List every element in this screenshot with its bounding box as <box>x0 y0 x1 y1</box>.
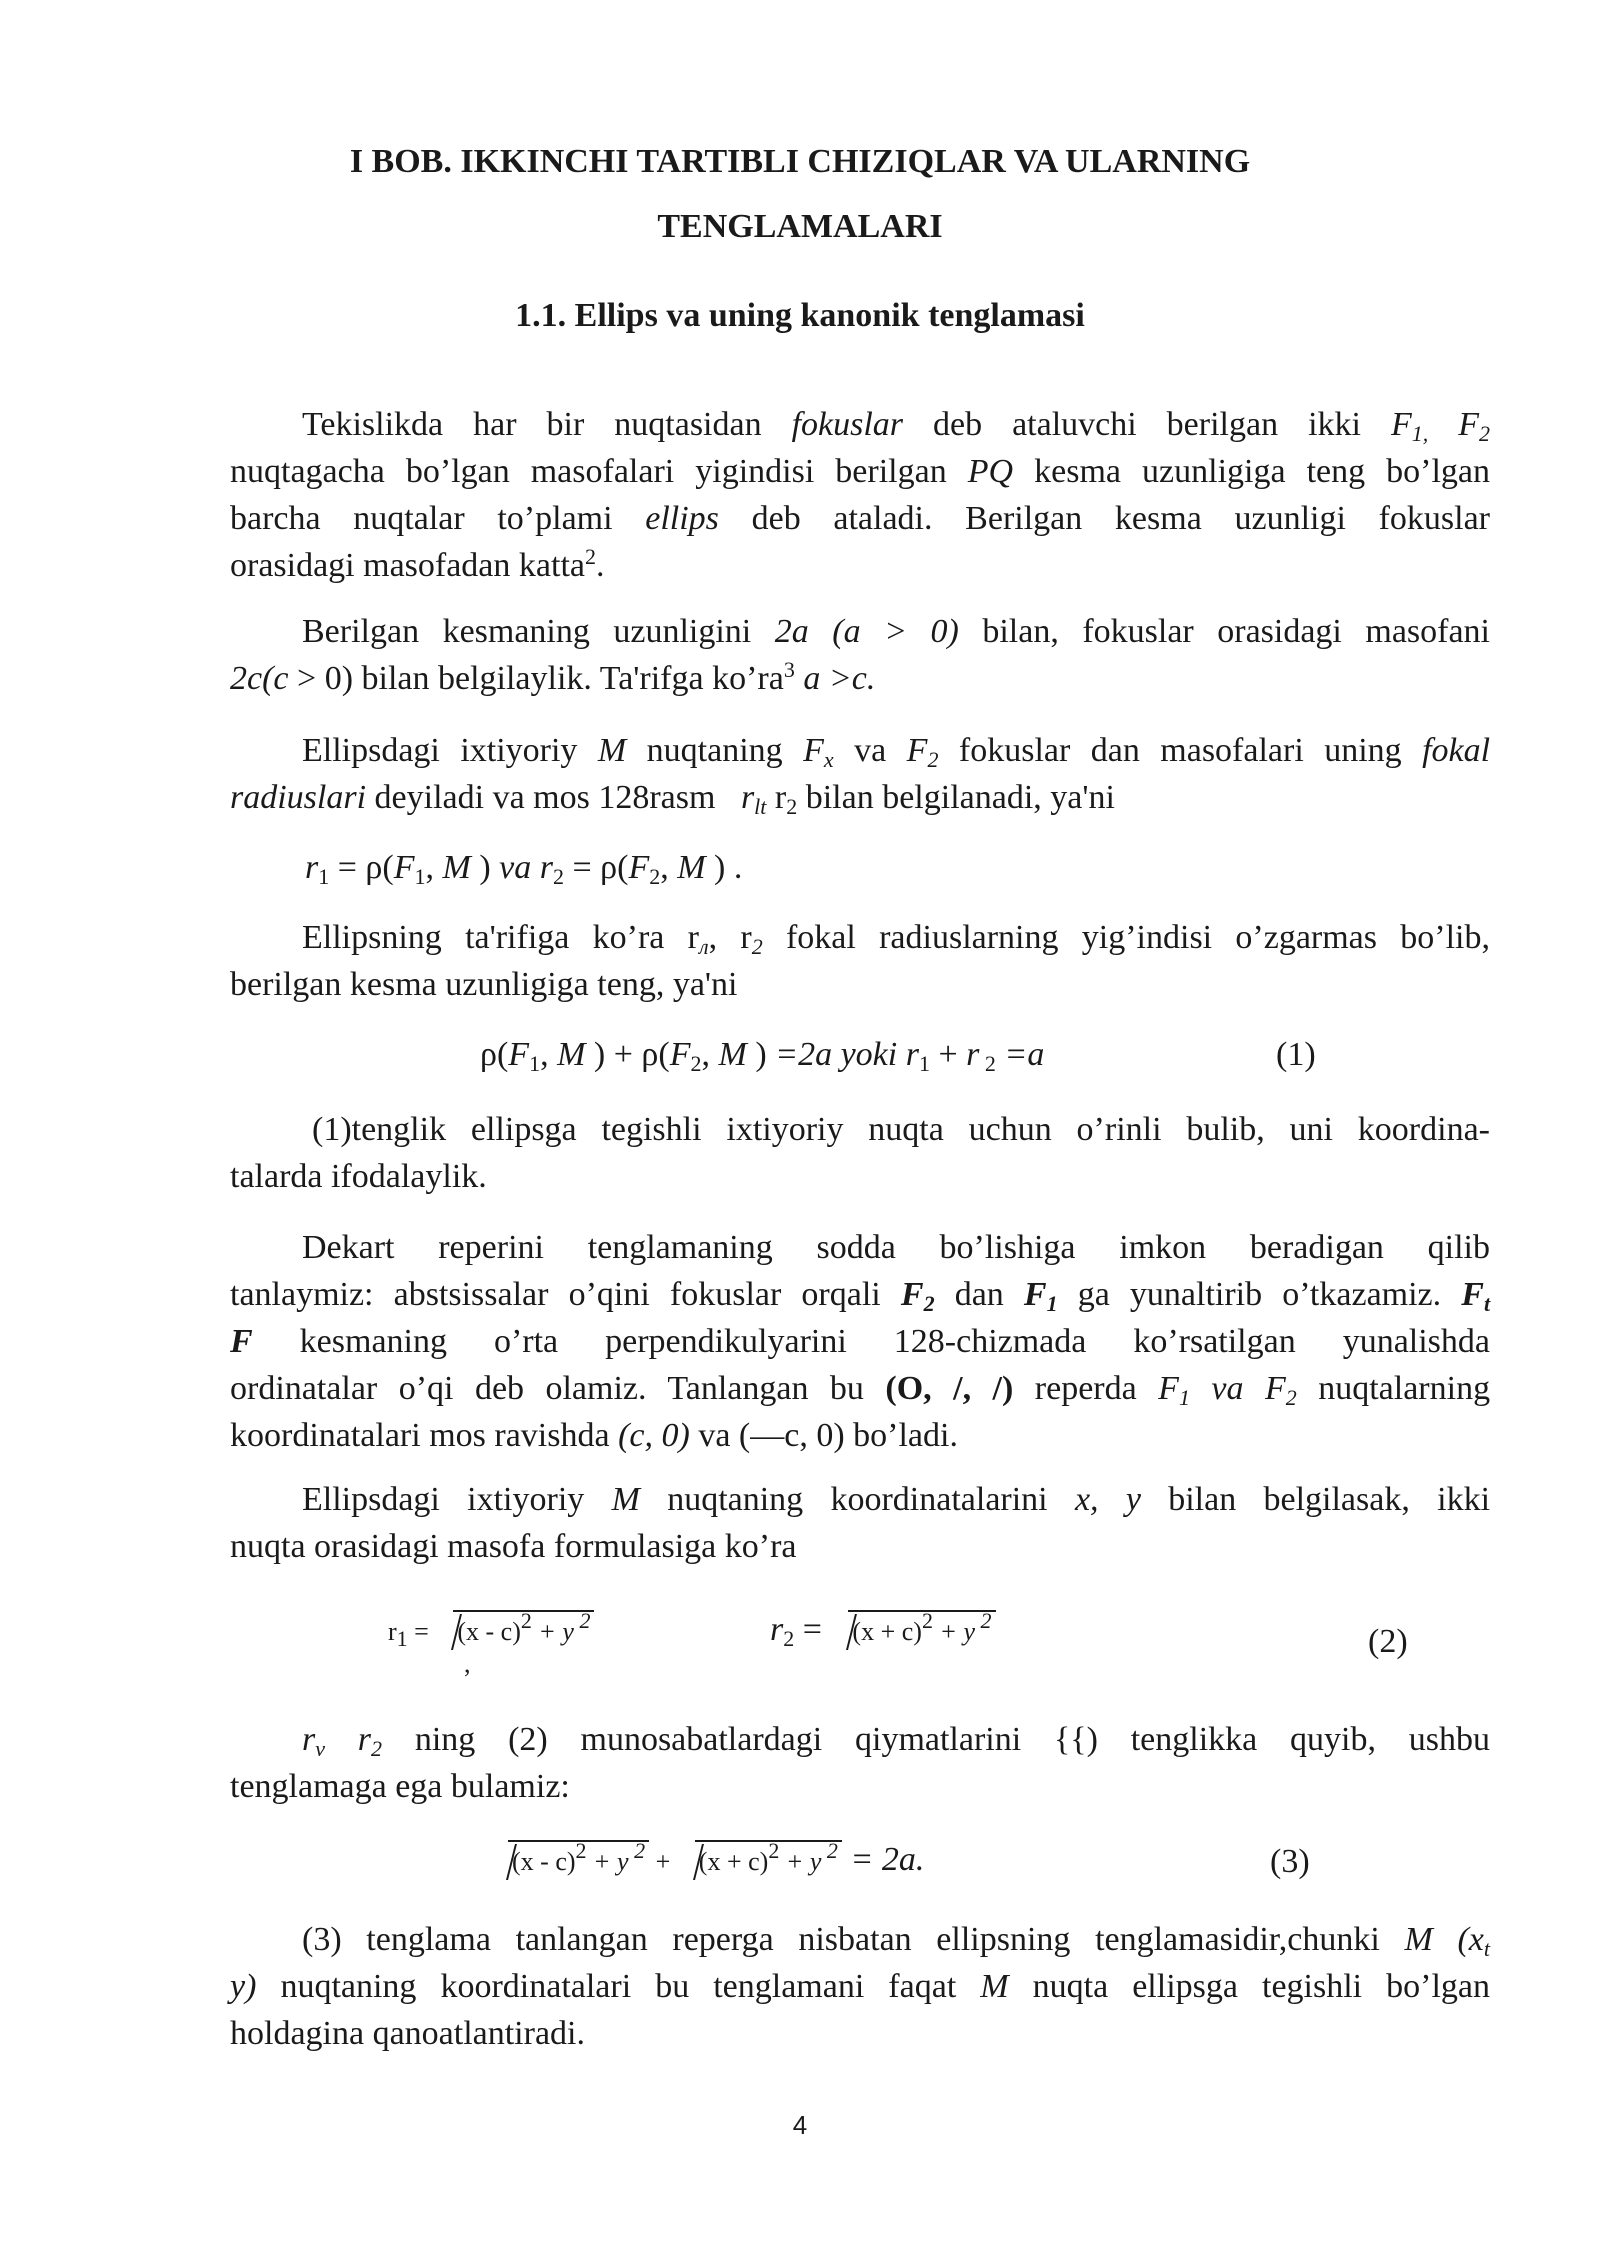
text-line: talarda ifodalaylik. <box>230 1158 487 1195</box>
paragraph-distance <box>230 1476 1490 1570</box>
text-line: Ellipsdagi ixtiyoriy M nuqtaning koordinatalarini x, y bilan belgilasak, ikki <box>302 1481 1491 1518</box>
sqrt-symbol: (x - c)$^2$ + y $^2$ <box>435 1610 594 1652</box>
text-line: tanlaymiz: abstsissalar o’qini fokuslar orqali $F_2$ dan $F_1$ ga yunaltirib o’tkazamiz. $F_t$ <box>230 1276 1491 1316</box>
text-line: 2c(c > 0) bilan belgilaylik. Ta'rifga $ko’ra^3$ a >c. <box>230 657 876 697</box>
paragraph-conclusion <box>230 1916 1490 2057</box>
formula-sum: $\rho(F_1$, M ) + $\rho(F_2$, M ) =2a yoki $r_1 + r$ $_2$ =a <box>480 1036 1045 1076</box>
text-line: orasidagi masofadan katta$^2$. <box>230 544 605 584</box>
paragraph-frame <box>230 1224 1490 1459</box>
text-line: nuqta orasidagi masofa formulasiga ko’ra <box>230 1528 797 1565</box>
sqrt-symbol: (x - c)$^2$ + y $^2$ <box>490 1840 649 1882</box>
chapter-title-line-1: I BOB. IKKINCHI TARTIBLI CHIZIQLAR VA ULARNING <box>349 143 1251 180</box>
text-line: barcha nuqtalar to’plami ellips deb ataladi. Berilgan kesma uzunligi fokuslar <box>230 500 1490 537</box>
text-line: (3) tenglama tanlangan reperga nisbatan ellipsning tenglamasidir,chunki M ($x_t$ <box>302 1921 1490 1961</box>
paragraph-length <box>230 608 1490 702</box>
text-line: Dekart reperini tenglamaning sodda bo’lishiga imkon beradigan qilib <box>302 1229 1490 1266</box>
text-line: Berilgan kesmaning uzunligini 2a (a > 0) bilan, fokuslar orasidagi masofani <box>302 613 1491 650</box>
text-line: tenglamaga ega bulamiz: <box>230 1768 570 1805</box>
text-line: Ellipsning ta'rifiga ko’ra $r_л$, $r_2$ fokal radiuslarning yig’indisi o’zgarmas bo’lib, <box>302 919 1490 959</box>
chapter-title-line-2: TENGLAMALARI <box>657 208 943 245</box>
text-line: holdagina qanoatlantiradi. <box>230 2015 585 2052</box>
text-line: $r_v$ $r_2$ ning (2) munosabatlardagi qiymatlarini {{) tenglikka quyib, ushbu <box>302 1721 1491 1761</box>
formula-ellipse-equation: (x - c)$^2$ + y $^2 + (x + c)^2 + y$ $^2$ = 2a. <box>490 1840 924 1882</box>
paragraph-coordinates <box>230 1106 1490 1200</box>
text-line: y) nuqtaning koordinatalari bu tenglamani faqat M nuqta ellipsga tegishli bo’lgan <box>230 1968 1490 2005</box>
text-line: Ellipsdagi ixtiyoriy M nuqtaning $F_x$ va $F_2$ fokuslar dan masofalari uning fokal <box>302 732 1491 772</box>
paragraph-definition <box>230 401 1490 589</box>
sqrt-symbol: $(x + c)^2 + y$ $^2$ <box>677 1840 842 1882</box>
equation-number: (3) <box>1270 1843 1310 1880</box>
text-line: berilgan kesma uzunligiga teng, ya'ni <box>230 966 738 1003</box>
section-title: 1.1. Ellips va uning kanonik tenglamasi <box>515 297 1085 334</box>
text-line: (1)tenglik ellipsga tegishli ixtiyoriy nuqta uchun o’rinli bulib, uni koordina- <box>312 1111 1490 1148</box>
text-line: radiuslari deyiladi va mos 128rasm $r_{lt}$ $r_2$ bilan belgilanadi, ya'ni <box>230 779 1115 819</box>
sqrt-symbol: $(x + c)^2 + y$ $^2$ <box>830 1610 995 1652</box>
paragraph-sum-property <box>230 914 1490 1008</box>
formula-r1: $r_1 = (x - c)^2 + y$ $^2$ , <box>388 1610 594 1652</box>
text-line: ordinatalar o’qi deb olamiz. Tanlangan bu (O, /, /) reperda $F_1$ va $F_2$ nuqtalarning <box>230 1370 1491 1410</box>
formula-focal-radii: $r_1 = \rho(F_1$, M ) va $r_2 = \rho(F_2$, M ) . <box>305 849 743 889</box>
text-line: nuqtagacha bo’lgan masofalari yigindisi berilgan PQ kesma uzunligiga teng bo’lgan <box>230 453 1491 490</box>
text-line: Tekislikda har bir nuqtasidan fokuslar deb ataluvchi berilgan ikki $F_{1,}$ $F_2$ <box>302 406 1490 446</box>
page-number: 4 <box>792 2110 808 2140</box>
formula-r2: $r_2 = (x + c)^2 + y$ $^2$ <box>770 1610 996 1652</box>
text-line: F kesmaning o’rta perpendikulyarini 128-chizmada ko’rsatilgan yunalishda <box>230 1323 1490 1360</box>
paragraph-focal-radii <box>230 727 1490 821</box>
paragraph-substitution <box>230 1716 1490 1810</box>
text-line: koordinatalari mos ravishda (c, 0) va (—c, 0) bo’ladi. <box>230 1417 958 1454</box>
equation-number: (2) <box>1368 1623 1408 1660</box>
equation-number: (1) <box>1276 1036 1316 1073</box>
